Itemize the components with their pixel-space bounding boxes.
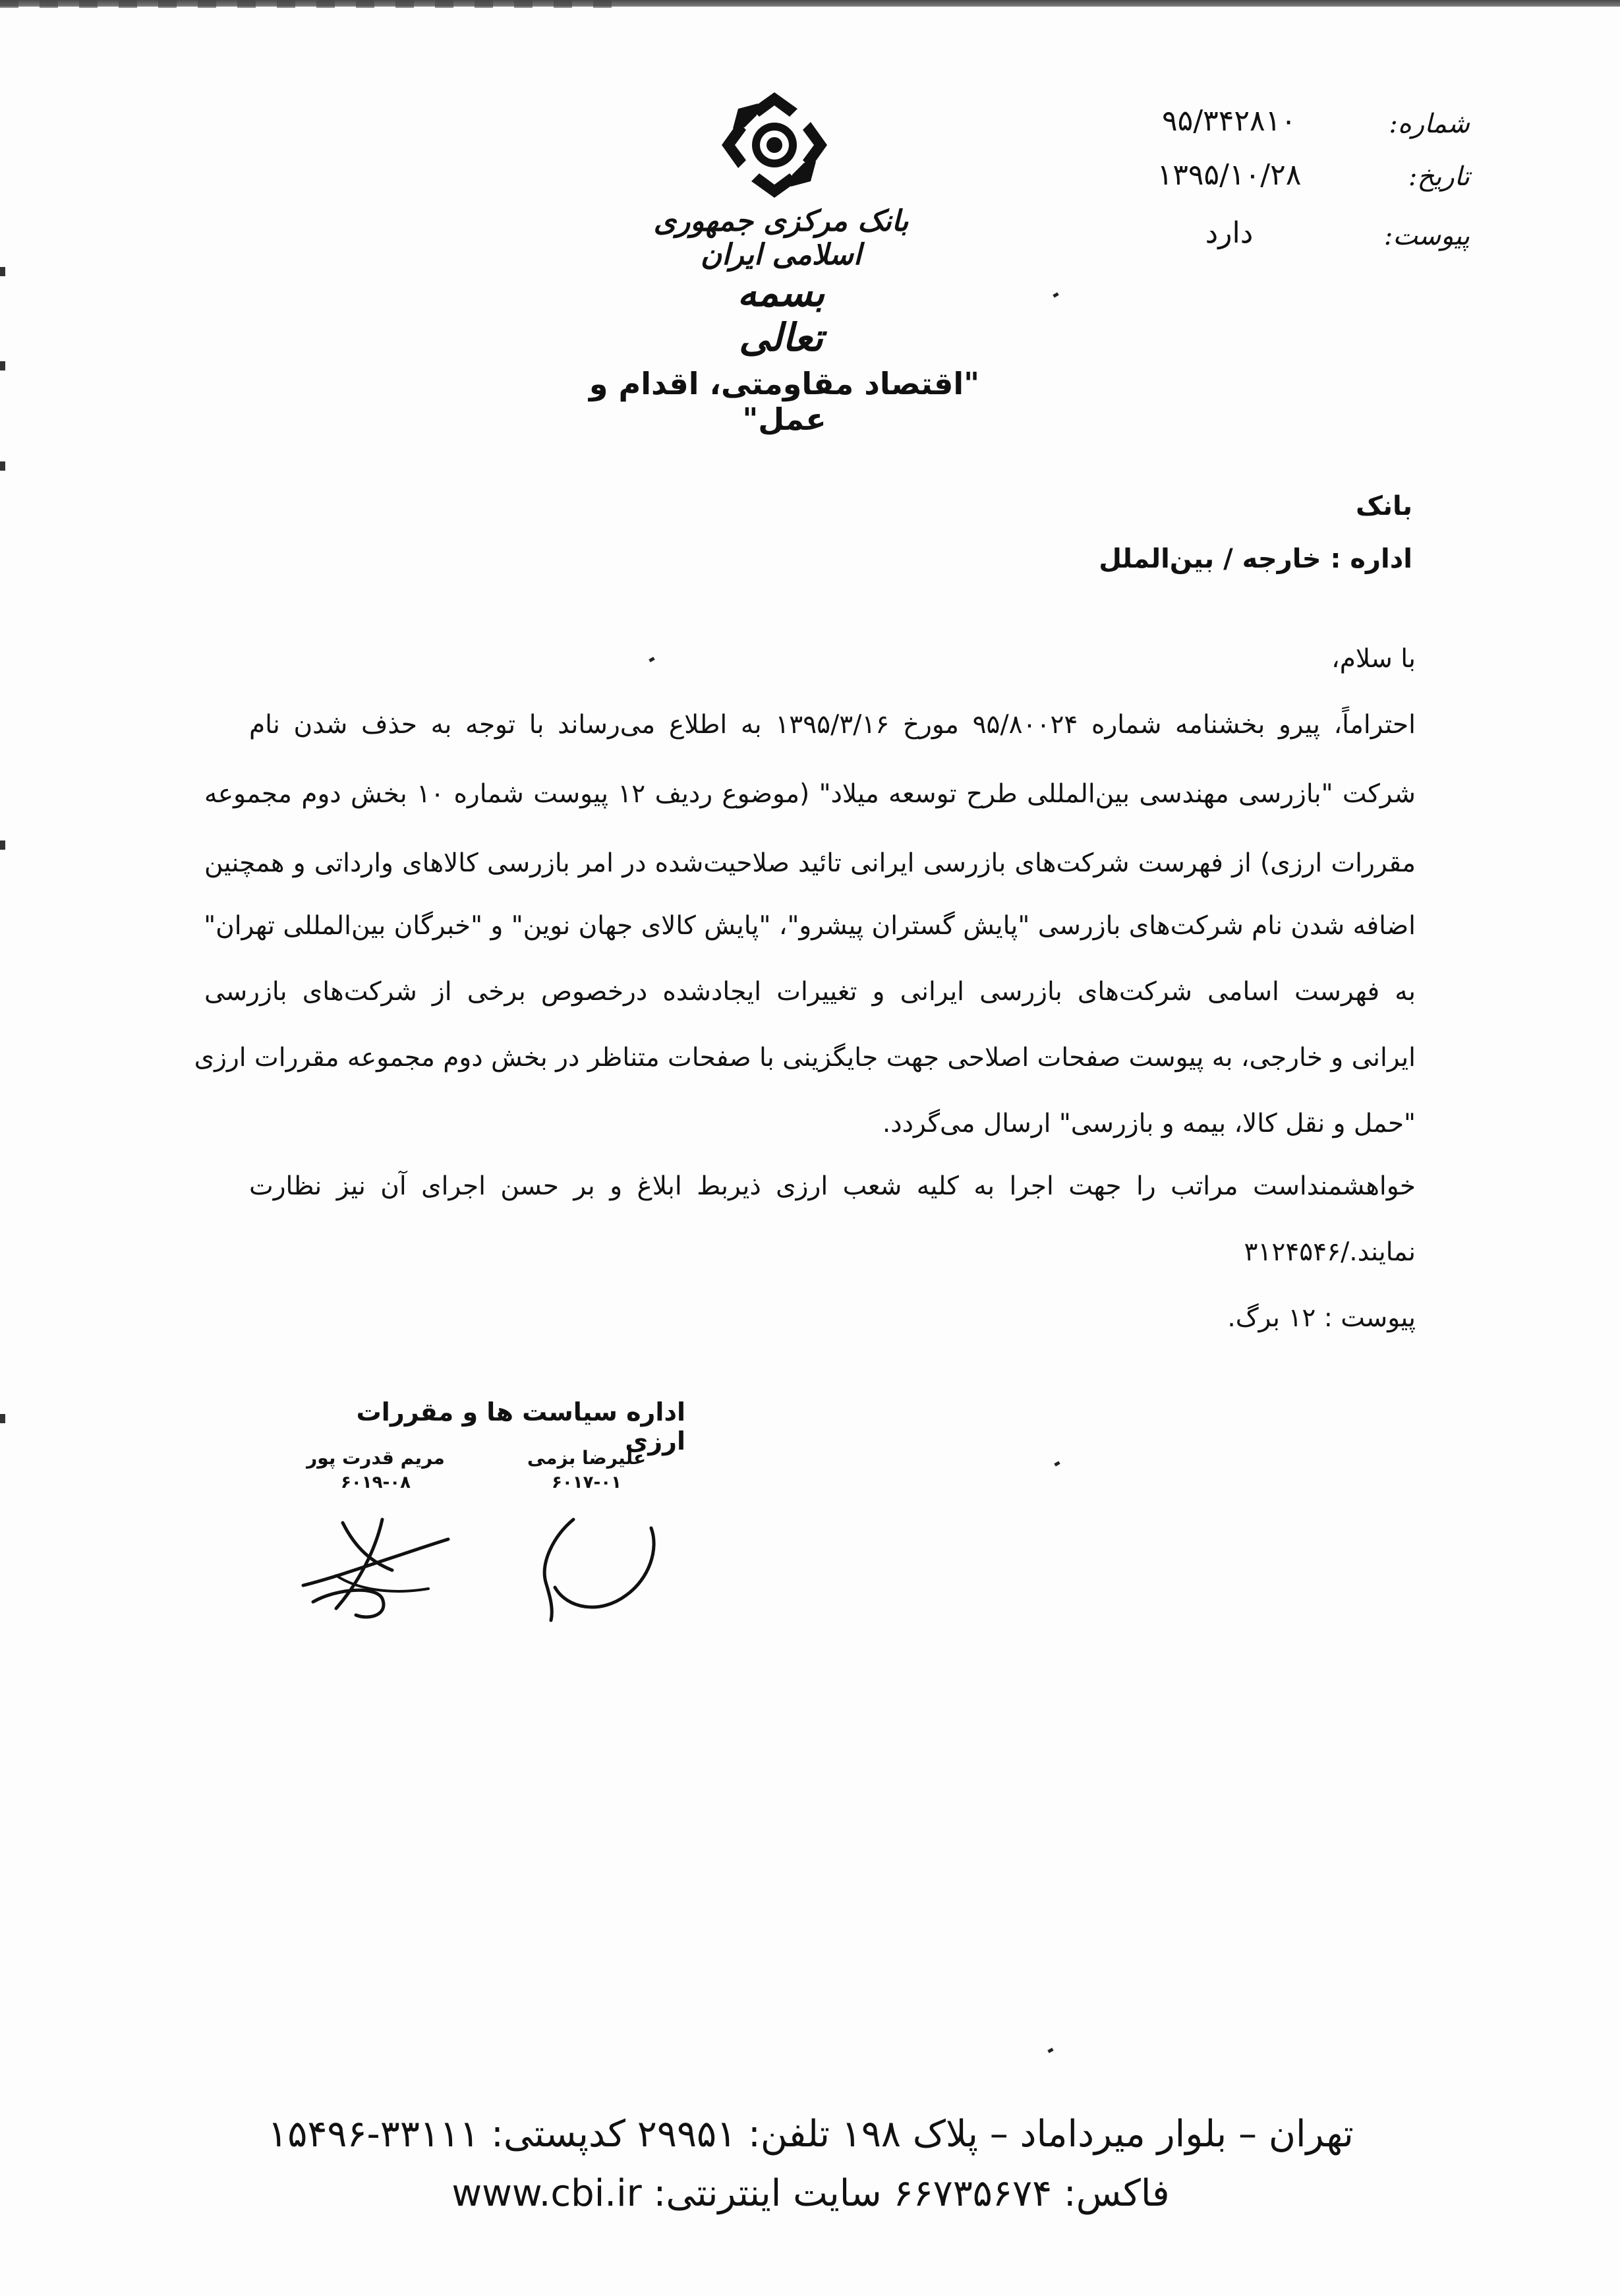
attachment-note: پیوست : ۱۲ برگ. [1227,1303,1416,1333]
signer-1-name: علیرضا بزمی [527,1447,647,1469]
signature-2-icon [297,1510,455,1622]
letter-body [194,0,1416,1384]
signer-2-name: مریم قدرت پور [306,1447,445,1469]
greeting: با سلام، [1331,644,1416,674]
footer-fax-website: فاکس: ۶۶۷۳۵۶۷۴ سایت اینترنتی: www.cbi.ir [451,2172,1170,2215]
paragraph1-line: مقررات ارزی) از فهرست شرکت‌های بازرسی ایرانی تائید صلاحیت‌شده در امر بازرسی کالاهای وارداتی و همچنین [204,848,1416,878]
signer-1-code: ۶۰۱۷-۰۱ [551,1473,622,1492]
attachment-value: دارد [1205,216,1254,250]
paragraph1-line: به فهرست اسامی شرکت‌های بازرسی ایرانی و تغییرات ایجادشده درخصوص برخی از شرکت‌های بازرسی [204,977,1416,1007]
number-value: ۹۵/۳۴۲۸۱۰ [1162,104,1296,138]
paragraph1-line: ایرانی و خارجی، به پیوست صفحات اصلاحی جهت جایگزینی با صفحات متناظر در بخش دوم مجموعه مقررات ارزی [194,1043,1416,1073]
paragraph1-line: اضافه شدن نام شرکت‌های بازرسی "پایش گستران پیشرو"، "پایش کالای جهان نوین" و "خبرگان بین‌المللی تهران" [204,911,1416,941]
signature-1-icon [527,1510,672,1625]
paragraph1-line: احتراماً، پیرو بخشنامه شماره ۹۵/۸۰۰۲۴ مورخ ۱۳۹۵/۳/۱۶ به اطلاع می‌رساند با توجه به حذف شدن نام [249,710,1416,740]
paragraph2-line: نمایند./۳۱۲۴۵۴۶ [1244,1237,1416,1267]
attachment-label: پیوست: [1383,221,1470,251]
date-label: تاریخ: [1408,162,1470,192]
slogan: "اقتصاد مقاومتی، اقدام و عمل" [589,366,980,437]
signing-department: اداره سیاست ها و مقررات ارزی [356,1398,685,1456]
scan-speck [1047,2047,1053,2053]
number-label: شماره: [1389,109,1470,139]
paragraph2-line: خواهشمنداست مراتب را جهت اجرا به کلیه شعب ارزی ذیربط ابلاغ و بر حسن اجرای آن نیز نظارت [249,1171,1416,1201]
signer-2 [303,1447,448,1492]
addressee-department: اداره : خارجه / بین‌الملل [1099,544,1412,574]
scan-speck [1054,1461,1060,1466]
signer-2-code: ۶۰۱۹-۰۸ [340,1473,411,1492]
basmala: بسمه تعالی [737,270,825,360]
paragraph1-line: شرکت "بازرسی مهندسی بین‌المللی طرح توسعه میلاد" (موضوع ردیف ۱۲ پیوست شماره ۱۰ بخش دوم مجموعه [204,779,1416,809]
addressee-bank: بانک [1355,491,1412,521]
signer-1 [514,1447,659,1492]
bank-name: بانک مرکزی جمهوری اسلامی ایران [653,204,909,272]
paragraph1-line: "حمل و نقل کالا، بیمه و بازرسی" ارسال می‌گردد. [882,1109,1416,1138]
date-value: ۱۳۹۵/۱۰/۲۸ [1157,158,1302,192]
footer-address: تهران – بلوار میرداماد – پلاک ۱۹۸ تلفن: ۲۹۹۵۱ کدپستی: ۳۳۱۱۱-۱۵۴۹۶ [268,2113,1354,2156]
